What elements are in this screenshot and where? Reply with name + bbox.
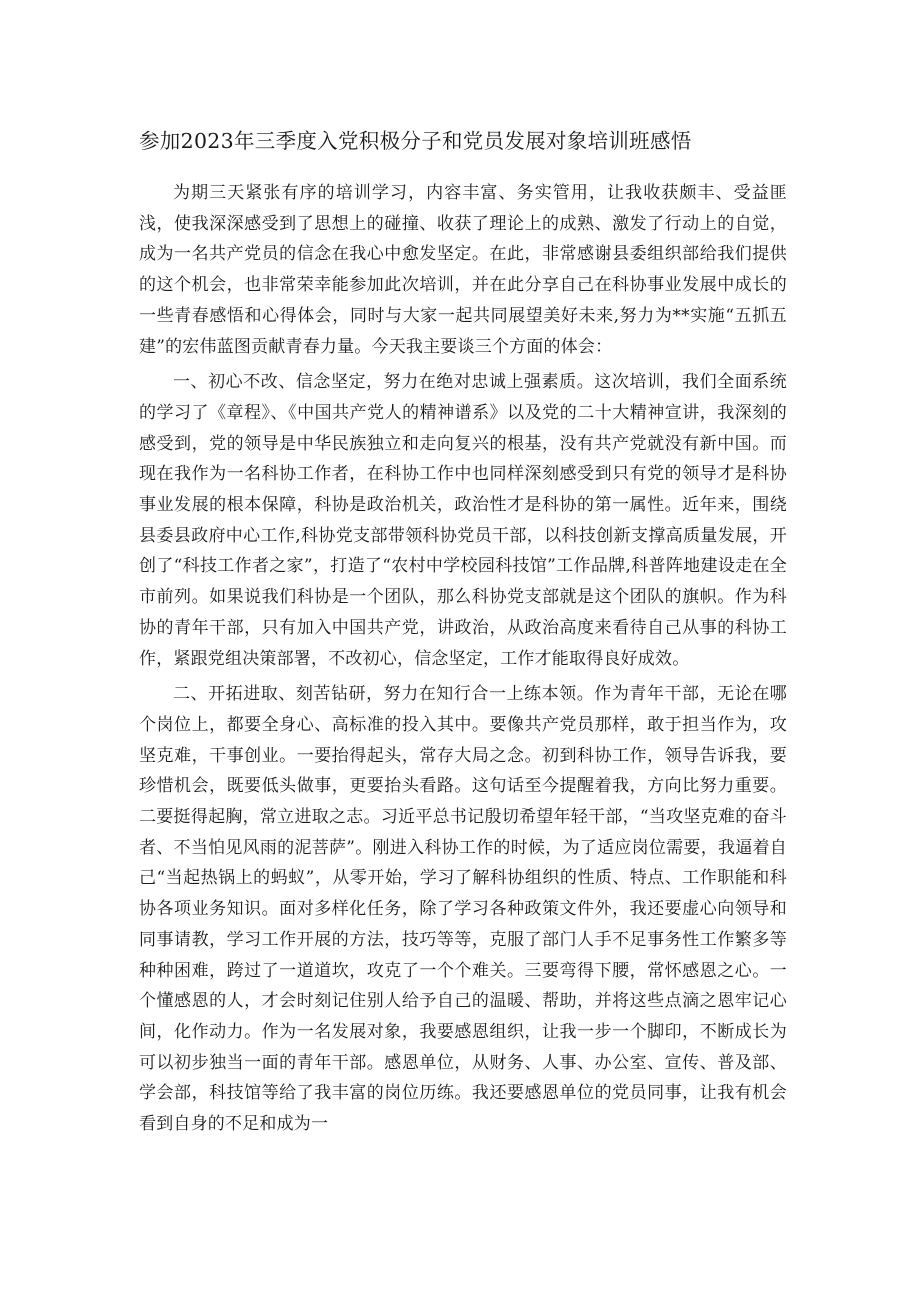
document-page xyxy=(139,122,787,1145)
document-title: 参加2023年三季度入党积极分子和党员发展对象培训班感悟 xyxy=(139,129,692,153)
paragraph-intro: 为期三天紧张有序的培训学习，内容丰富、务实管用，让我收获颇丰、受益匪浅，使我深深感受到了思想上的碰撞、收获了理论上的成熟、激发了行动上的自觉，成为一名共产党员的信念在我心中愈发坚定。在此，非常感谢县委组织部给我们提供的这个机会，也非常荣幸能参加此次培训，并在此分享自己在科协事业发展中成长的一些青春感悟和心得体会，同时与大家一起共同展望美好未来,努力为**实施“五抓五建”的宏伟蓝图贡献青春力量。今天我主要谈三个方面的体会： xyxy=(139,183,787,357)
paragraph-point-one: 一、初心不改、信念坚定，努力在绝对忠诚上强素质。这次培训，我们全面系统的学习了《章程》、《中国共产党人的精神谱系》以及党的二十大精神宣讲，我深刻的感受到，党的领导是中华民族独立和走向复兴的根基，没有共产党就没有新中国。而现在我作为一名科协工作者，在科协工作中也同样深刻感受到只有党的领导才是科协事业发展的根本保障，科协是政治机关，政治性才是科协的第一属性。近年来，围绕县委县政府中心工作,科协党支部带领科协党员干部，以科技创新支撑高质量发展，开创了“科技工作者之家”，打造了“农村中学校园科技馆”工作品牌,科普阵地建设走在全市前列。如果说我们科协是一个团队，那么科协党支部就是这个团队的旗帜。作为科协的青年干部，只有加入中国共产党，讲政治，从政治高度来看待自己从事的科协工作，紧跟党组决策部署，不改初心，信念坚定，工作才能取得良好成效。 xyxy=(139,372,787,669)
paragraph-point-two: 二、开拓进取、刻苦钻研，努力在知行合一上练本领。作为青年干部，无论在哪个岗位上，都要全身心、高标准的投入其中。要像共产党员那样，敢于担当作为，攻坚克难，干事创业。一要抬得起头，常存大局之念。初到科协工作，领导告诉我，要珍惜机会，既要低头做事，更要抬头看路。这句话至今提醒着我，方向比努力重要。二要挺得起胸，常立进取之志。习近平总书记殷切希望年轻干部，“当攻坚克难的奋斗者、不当怕见风雨的泥菩萨”。刚进入科协工作的时候，为了适应岗位需要，我逼着自己“当起热锅上的蚂蚁”，从零开始，学习了解科协组织的性质、特点、工作职能和科协各项业务知识。面对多样化任务，除了学习各种政策文件外，我还要虚心向领导和同事请教，学习工作开展的方法，技巧等等，克服了部门人手不足事务性工作繁多等种种困难，跨过了一道道坎，攻克了一个个难关。三要弯得下腰，常怀感恩之心。一个懂感恩的人，才会时刻记住别人给予自己的温暖、帮助，并将这些点滴之恩牢记心间，化作动力。作为一名发展对象，我要感恩组织，让我一步一个脚印，不断成长为可以初步独当一面的青年干部。感恩单位，从财务、人事、办公室、宣传、普及部、学会部，科技馆等给了我丰富的岗位历练。我还要感恩单位的党员同事，让我有机会看到自身的不足和成为一 xyxy=(139,684,787,1135)
